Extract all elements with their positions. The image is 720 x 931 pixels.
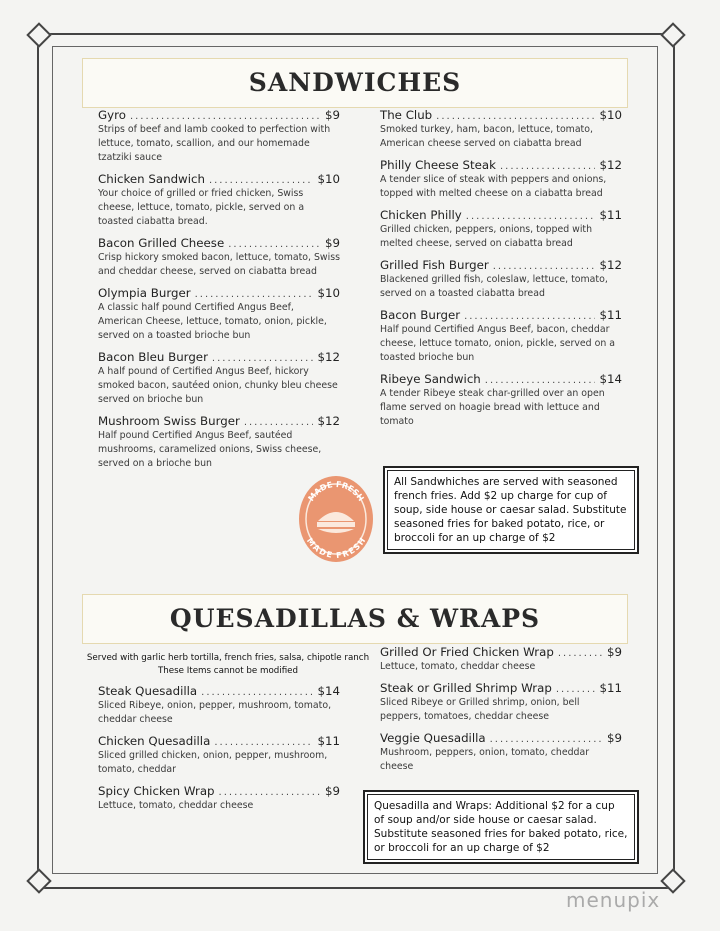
item-description: A half pound of Certified Angus Beef, hickory smoked bacon, sautéed onion, chunky bleu cheese served on brioche bun bbox=[98, 366, 338, 405]
item-description: Mushroom, peppers, onion, tomato, cheddar cheese bbox=[380, 747, 590, 772]
menu-item bbox=[380, 645, 622, 674]
item-name: Veggie Quesadilla bbox=[380, 731, 486, 745]
menu-item bbox=[380, 258, 622, 301]
sandwiches-banner bbox=[82, 58, 628, 108]
item-price: $9 bbox=[606, 645, 622, 659]
item-price: $11 bbox=[599, 681, 622, 695]
made-fresh-stamp-icon bbox=[296, 473, 376, 565]
item-description: Sliced Ribeye or Grilled shrimp, onion, bell peppers, tomatoes, cheddar cheese bbox=[380, 697, 580, 722]
item-description: Half pound Certified Angus Beef, sautéed mushrooms, caramelized onions, Swiss cheese, served on a brioche bun bbox=[98, 430, 322, 469]
dot-leader bbox=[214, 737, 313, 748]
item-price: $9 bbox=[324, 236, 340, 250]
menu-item bbox=[380, 681, 622, 724]
item-price: $9 bbox=[324, 108, 340, 122]
item-name: Spicy Chicken Wrap bbox=[98, 784, 215, 798]
item-name: Bacon Grilled Cheese bbox=[98, 236, 225, 250]
intro-line-1: Served with garlic herb tortilla, french fries, salsa, chipotle ranch bbox=[86, 653, 370, 663]
stamp-text-bottom: MADE FRESH bbox=[304, 536, 368, 561]
item-description: Blackened grilled fish, coleslaw, lettuce, tomato, served on a toasted ciabatta bread bbox=[380, 274, 608, 299]
item-price: $10 bbox=[317, 286, 340, 300]
dot-leader bbox=[490, 734, 603, 745]
dot-leader bbox=[212, 353, 314, 364]
quesadillas-title: QUESADILLAS & WRAPS bbox=[169, 604, 541, 633]
dot-leader bbox=[500, 161, 595, 172]
menu-item bbox=[380, 372, 622, 429]
item-name: Bacon Burger bbox=[380, 308, 461, 322]
dot-leader bbox=[558, 648, 603, 659]
dot-leader bbox=[130, 111, 321, 122]
item-price: $11 bbox=[599, 308, 622, 322]
item-description: Lettuce, tomato, cheddar cheese bbox=[98, 800, 254, 811]
sandwiches-left-column bbox=[98, 108, 340, 478]
item-name: Steak or Grilled Shrimp Wrap bbox=[380, 681, 552, 695]
dot-leader bbox=[556, 684, 596, 695]
dot-leader bbox=[195, 289, 314, 300]
dot-leader bbox=[244, 417, 314, 428]
quesadillas-note: Quesadilla and Wraps: Additional $2 for a cup of soup and/or side house or caesar salad. Substitute seasoned fries for baked potato, rice, or broccoli for an up charge of $2 bbox=[367, 794, 635, 860]
menu-item bbox=[98, 734, 340, 777]
item-price: $14 bbox=[599, 372, 622, 386]
item-description: A classic half pound Certified Angus Beef, American Cheese, lettuce, tomato, onion, pickle, served on a toasted brioche bun bbox=[98, 302, 327, 341]
item-price: $12 bbox=[317, 414, 340, 428]
dot-leader bbox=[201, 687, 313, 698]
menu-item bbox=[98, 108, 340, 165]
item-name: Steak Quesadilla bbox=[98, 684, 198, 698]
dot-leader bbox=[228, 239, 321, 250]
item-price: $9 bbox=[606, 731, 622, 745]
sandwiches-note: All Sandwhiches are served with seasoned french fries. Add $2 up charge for cup of soup, side house or caesar salad. Substitute seasoned fries for baked potato, rice, or broccoli for an up charge of $2 bbox=[387, 470, 635, 550]
item-name: Gyro bbox=[98, 108, 126, 122]
quesadillas-right-column bbox=[380, 645, 622, 781]
menu-item bbox=[98, 684, 340, 727]
quesadillas-banner bbox=[82, 594, 628, 644]
item-price: $9 bbox=[324, 784, 340, 798]
item-name: Ribeye Sandwich bbox=[380, 372, 481, 386]
item-description: A tender Ribeye steak char-grilled over an open flame served on hoagie bread with lettuce and tomato bbox=[380, 388, 605, 427]
quesadillas-note-box bbox=[363, 790, 639, 864]
menu-item bbox=[380, 158, 622, 201]
item-price: $11 bbox=[317, 734, 340, 748]
dot-leader bbox=[493, 261, 596, 272]
menupix-watermark: menupix bbox=[566, 888, 661, 912]
menu-item bbox=[98, 172, 340, 229]
item-description: Sliced Ribeye, onion, pepper, mushroom, tomato, cheddar cheese bbox=[98, 700, 332, 725]
dot-leader bbox=[436, 111, 595, 122]
menu-item bbox=[98, 784, 340, 813]
menu-item bbox=[98, 414, 340, 471]
menu-item bbox=[380, 108, 622, 151]
item-price: $12 bbox=[599, 258, 622, 272]
item-description: Smoked turkey, ham, bacon, lettuce, tomato, American cheese served on ciabatta bread bbox=[380, 124, 593, 149]
sandwiches-title: SANDWICHES bbox=[248, 68, 462, 97]
item-price: $12 bbox=[317, 350, 340, 364]
menu-item bbox=[380, 208, 622, 251]
menu-item bbox=[380, 308, 622, 365]
item-name: Chicken Quesadilla bbox=[98, 734, 211, 748]
item-price: $12 bbox=[599, 158, 622, 172]
dot-leader bbox=[219, 787, 321, 798]
item-description: Grilled chicken, peppers, onions, topped with melted cheese, served on ciabatta bread bbox=[380, 224, 593, 249]
menu-item bbox=[98, 236, 340, 279]
menu-item bbox=[98, 286, 340, 343]
item-price: $10 bbox=[317, 172, 340, 186]
dot-leader bbox=[466, 211, 596, 222]
item-name: Chicken Sandwich bbox=[98, 172, 205, 186]
quesadillas-left-column bbox=[98, 684, 340, 820]
item-name: Bacon Bleu Burger bbox=[98, 350, 208, 364]
item-description: Sliced grilled chicken, onion, pepper, mushroom, tomato, cheddar bbox=[98, 750, 328, 775]
item-description: Strips of beef and lamb cooked to perfection with lettuce, tomato, scallion, and our homemade tzatziki sauce bbox=[98, 124, 331, 163]
dot-leader bbox=[209, 175, 314, 186]
item-name: Olympia Burger bbox=[98, 286, 191, 300]
item-name: Grilled Fish Burger bbox=[380, 258, 489, 272]
quesadillas-intro bbox=[80, 652, 376, 678]
item-name: Philly Cheese Steak bbox=[380, 158, 496, 172]
item-price: $14 bbox=[317, 684, 340, 698]
item-name: Chicken Philly bbox=[380, 208, 462, 222]
item-name: The Club bbox=[380, 108, 433, 122]
item-description: Half pound Certified Angus Beef, bacon, cheddar cheese, lettuce tomato, onion, pickle, served on a toasted brioche bun bbox=[380, 324, 616, 363]
item-price: $11 bbox=[599, 208, 622, 222]
dot-leader bbox=[485, 375, 596, 386]
menu-item bbox=[98, 350, 340, 407]
dot-leader bbox=[464, 311, 595, 322]
item-description: Lettuce, tomato, cheddar cheese bbox=[380, 661, 536, 672]
item-name: Mushroom Swiss Burger bbox=[98, 414, 240, 428]
sandwiches-note-box bbox=[383, 466, 639, 554]
sandwiches-right-column bbox=[380, 108, 622, 436]
item-description: A tender slice of steak with peppers and onions, topped with melted cheese on a ciabatta bread bbox=[380, 174, 607, 199]
item-price: $10 bbox=[599, 108, 622, 122]
item-description: Crisp hickory smoked bacon, lettuce, tomato, Swiss and cheddar cheese, served on ciabatta bread bbox=[98, 252, 340, 277]
item-description: Your choice of grilled or fried chicken, Swiss cheese, lettuce, tomato, pickle, served on a toasted ciabatta bread. bbox=[98, 188, 305, 227]
item-name: Grilled Or Fried Chicken Wrap bbox=[380, 645, 554, 659]
menu-item bbox=[380, 731, 622, 774]
stamp-text-top: MADE FRESH bbox=[306, 479, 366, 503]
intro-line-2: These Items cannot be modified bbox=[157, 666, 299, 676]
